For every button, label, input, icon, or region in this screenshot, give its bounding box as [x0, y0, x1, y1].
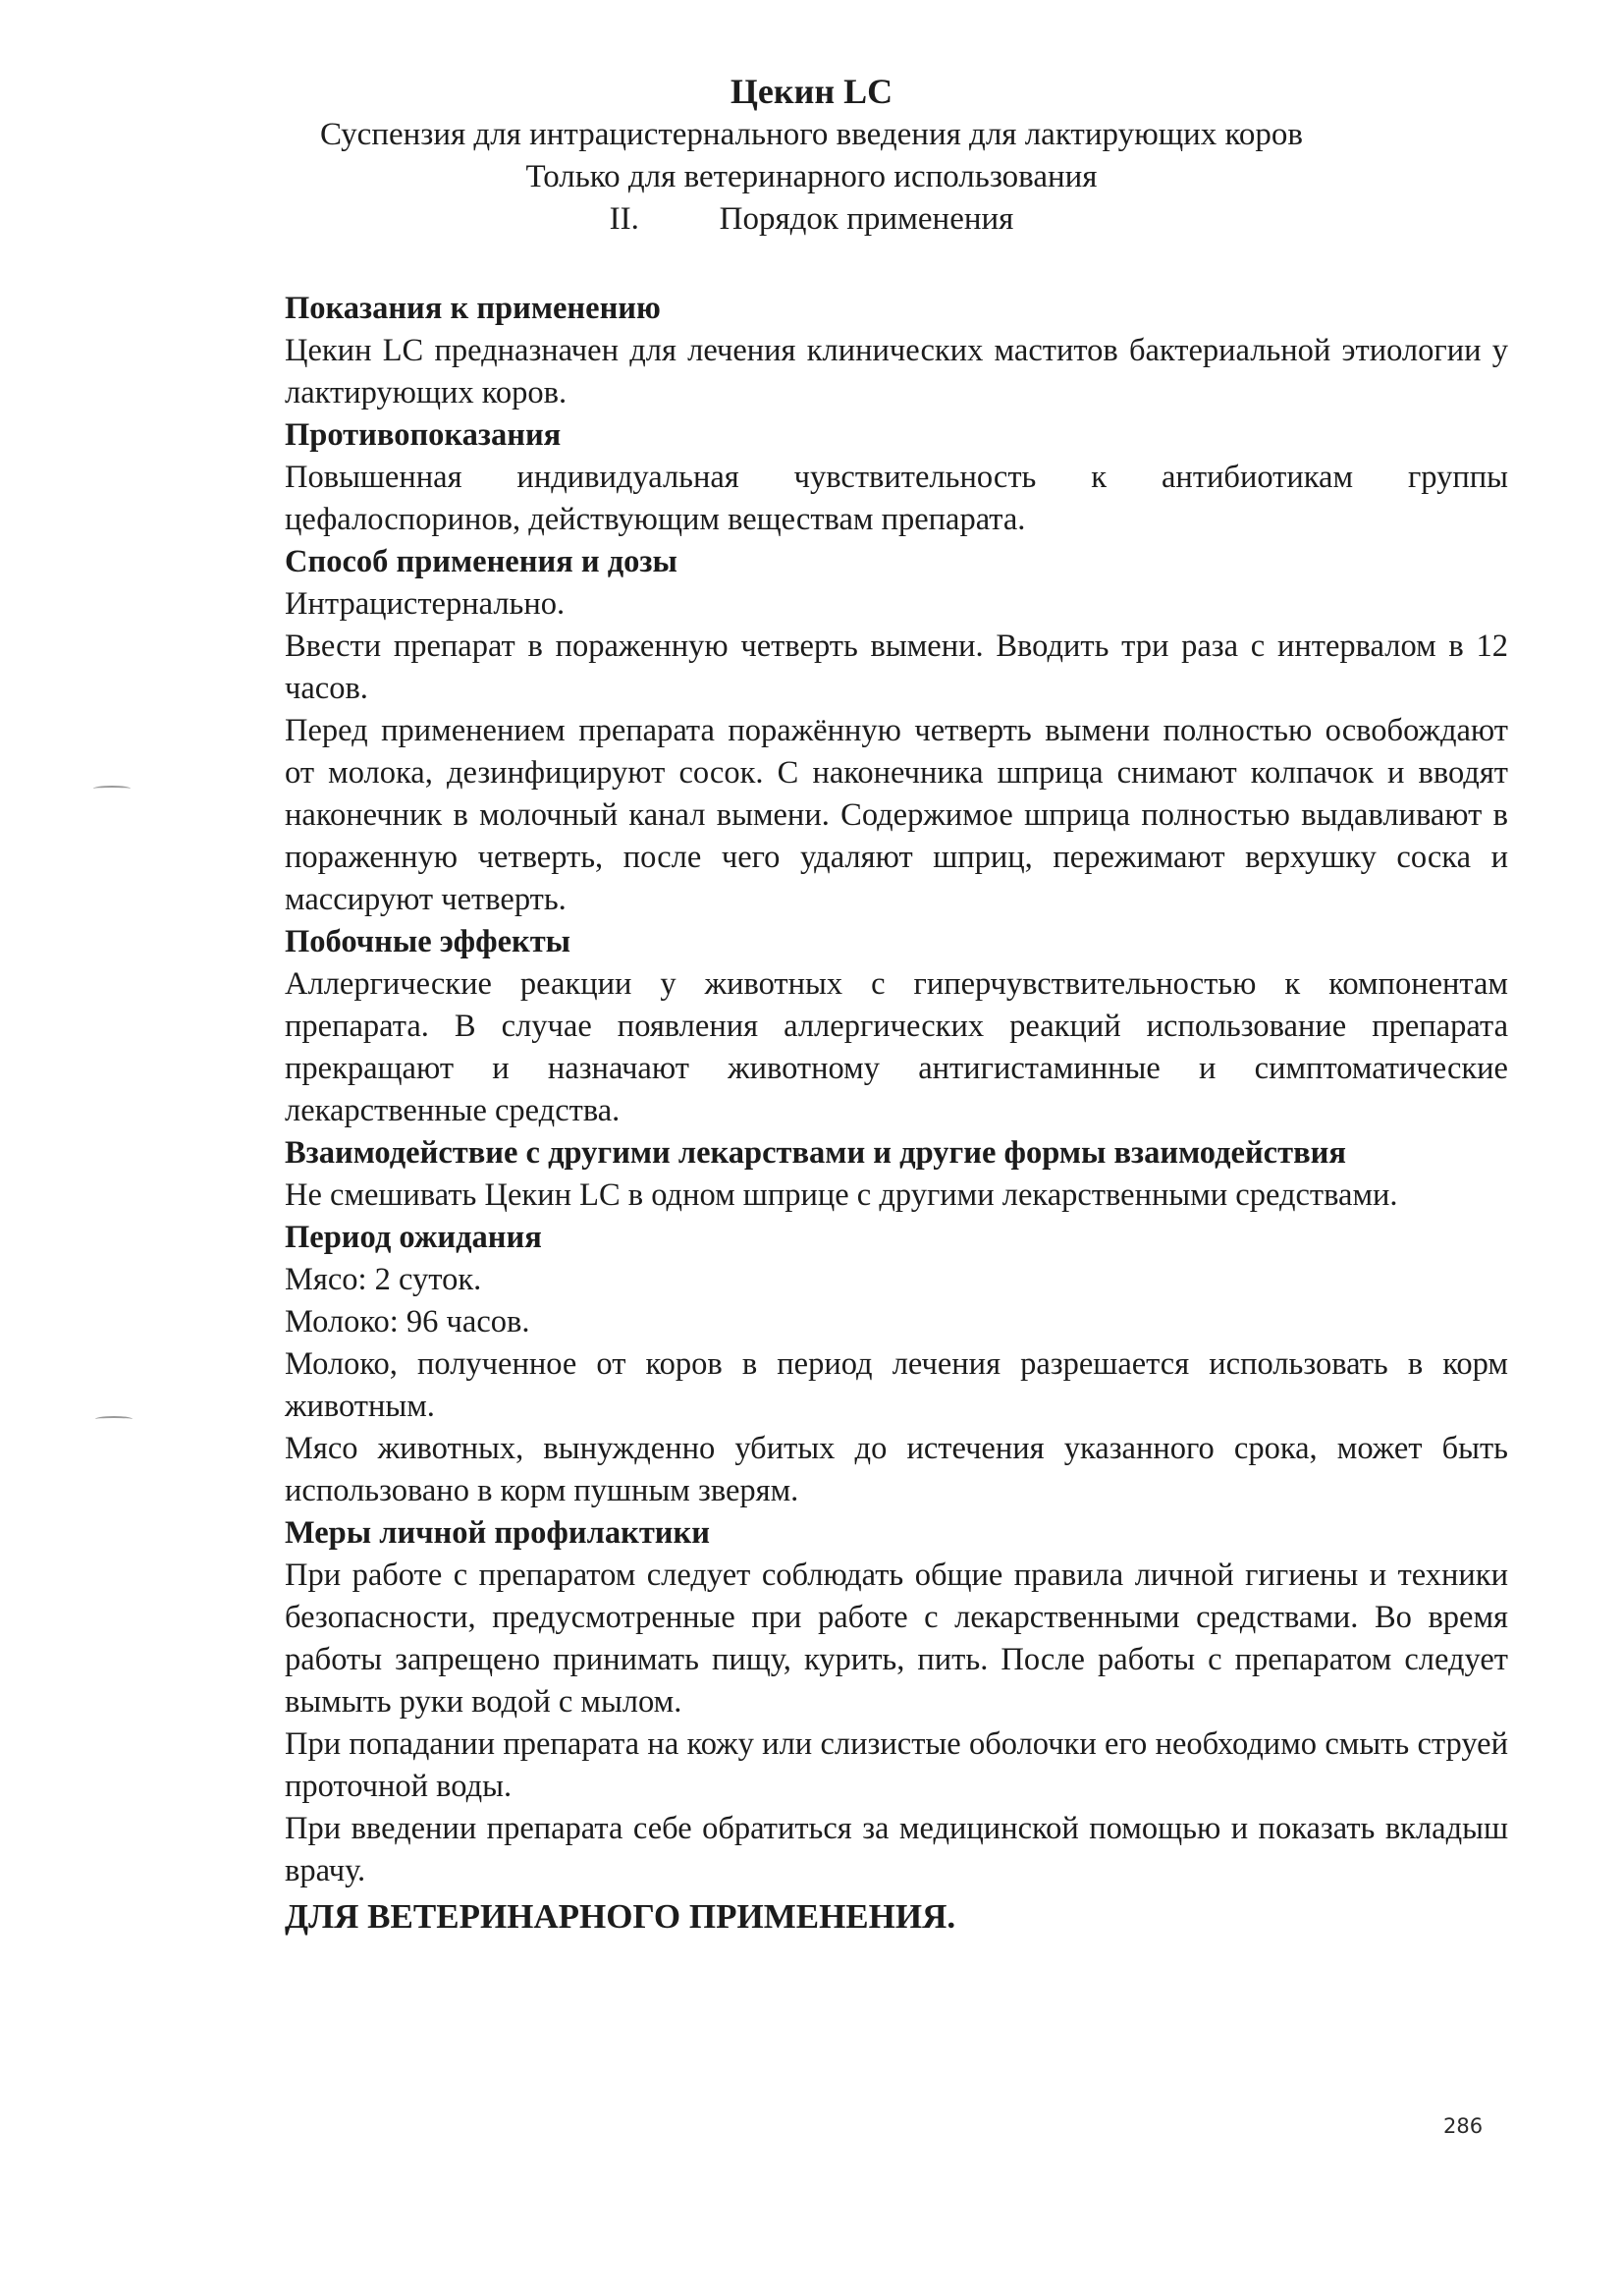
paragraph: При введении препарата себе обратиться за медицинской помощью и показать вкладыш врачу. [285, 1811, 1508, 1888]
section-heading [0, 198, 1623, 241]
section-contraindications [285, 414, 1508, 541]
paragraph: Перед применением препарата поражённую четверть вымени полностью освобождают от молока, дезинфицируют сосок. С наконечника шприца снимают колпачок и вводят наконечник в молочный канал вымени. Содержимое шприца полностью выдавливают в пораженную четверть, после чего удаляют шприц, пережимают верхушку соска и массируют четверть. [285, 713, 1508, 917]
document-subtitle: Суспензия для интрацистернального введения для лактирующих коров [319, 117, 1303, 152]
document-header [0, 69, 1623, 241]
paragraph: Не смешивать Цекин LC в одном шприце с другими лекарственными средствами. [285, 1177, 1398, 1213]
paragraph: Молоко: 96 часов. [285, 1304, 530, 1339]
paragraph: Аллергические реакции у животных с гиперчувствительностью к компонентам препарата. В случае появления аллергических реакций использование препарата прекращают и назначают животному антигистаминные и симптоматические лекарственные средства. [285, 966, 1508, 1128]
scan-mark [93, 786, 131, 792]
paragraph: Повышенная индивидуальная чувствительность к антибиотикам группы цефалоспоринов, действующим веществам препарата. [285, 460, 1508, 537]
section-heading-personal-precautions: Меры личной профилактики [285, 1515, 710, 1551]
section-heading-dosage: Способ применения и дозы [285, 544, 677, 579]
paragraph: Ввести препарат в пораженную четверть вымени. Вводить три раза с интервалом в 12 часов. [285, 629, 1508, 706]
paragraph: Интрацистернально. [285, 586, 566, 622]
footer-statement: ДЛЯ ВЕТЕРИНАРНОГО ПРИМЕНЕНИЯ. [285, 1897, 956, 1936]
paragraph: Мясо: 2 суток. [285, 1262, 482, 1297]
section-heading-withdrawal-period: Период ожидания [285, 1220, 542, 1255]
paragraph: При работе с препаратом следует соблюдать общие правила личной гигиены и техники безопасности, предусмотренные при работе с лекарственными средствами. Во время работы запрещено принимать пищу, курить, пить. После работы с препаратом следует вымыть руки водой с мылом. [285, 1558, 1508, 1720]
section-side-effects [285, 921, 1508, 1132]
section-heading-indications: Показания к применению [285, 291, 661, 326]
section-personal-precautions [285, 1512, 1508, 1892]
paragraph: Цекин LC предназначен для лечения клинических маститов бактериальной этиологии у лактирующих коров. [285, 333, 1508, 410]
section-withdrawal-period [285, 1217, 1508, 1512]
document-body [285, 288, 1508, 1940]
paragraph: Молоко, полученное от коров в период лечения разрешается использовать в корм животным. [285, 1346, 1508, 1424]
section-heading-side-effects: Побочные эффекты [285, 924, 571, 959]
section-interactions [285, 1132, 1508, 1217]
section-indications [285, 288, 1508, 414]
section-title: Порядок применения [719, 201, 1014, 237]
section-heading-contraindications: Противопоказания [285, 417, 562, 453]
page-number: 286 [1443, 2114, 1484, 2138]
section-dosage [285, 541, 1508, 921]
usage-note: Только для ветеринарного использования [525, 159, 1098, 194]
document-title: Цекин LC [730, 72, 893, 111]
paragraph: При попадании препарата на кожу или слизистые оболочки его необходимо смыть струей проточной воды. [285, 1726, 1508, 1804]
section-heading-interactions: Взаимодействие с другими лекарствами и другие формы взаимодействия [285, 1135, 1346, 1171]
scan-mark [95, 1416, 133, 1422]
paragraph: Мясо животных, вынужденно убитых до истечения указанного срока, может быть использовано в корм пушным зверям. [285, 1431, 1508, 1508]
section-number: II. [609, 201, 639, 237]
